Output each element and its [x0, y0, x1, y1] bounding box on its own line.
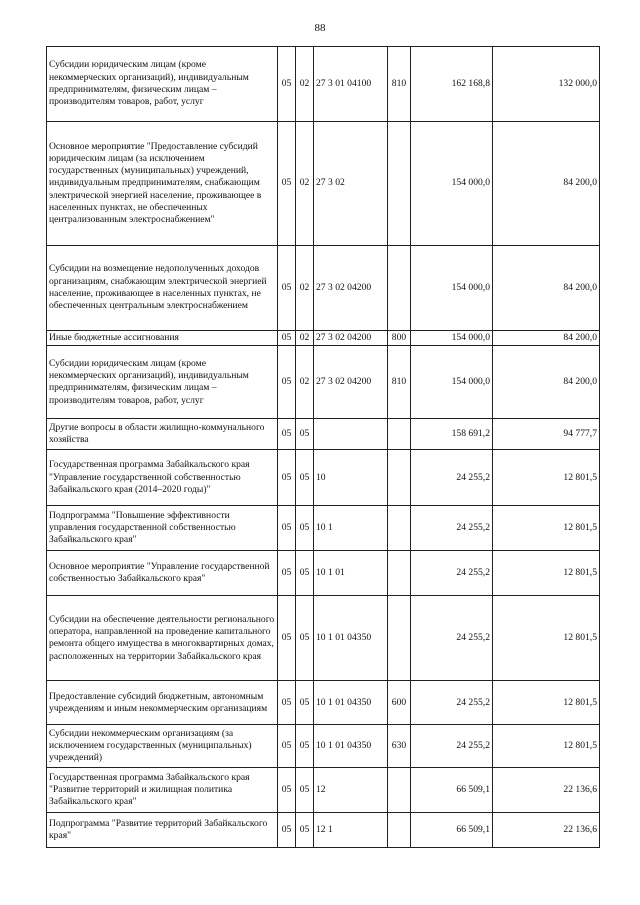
- row-name: Подпрограмма "Повышение эффективности управления государственной собственностью Забайкальского края": [47, 506, 278, 551]
- row-expense-type: [388, 122, 411, 246]
- row-expense-type: 800: [388, 331, 411, 346]
- row-subsection: 05: [296, 725, 314, 768]
- row-target-article: 10 1: [314, 506, 388, 551]
- row-subsection: 02: [296, 47, 314, 122]
- row-sum-year2: 12 801,5: [493, 551, 600, 596]
- row-section: 05: [278, 725, 296, 768]
- row-sum-year2: 84 200,0: [493, 122, 600, 246]
- row-name: Основное мероприятие "Предоставление субсидий юридическим лицам (за исключением государственных (муниципальных) учреждений, индивидуальным предпринимателям, снабжающим электрической энергией население, проживающее в населенных пунктах, не обеспеченных централизованным электроснабжением": [47, 122, 278, 246]
- row-sum-year1: 24 255,2: [411, 596, 493, 681]
- row-expense-type: [388, 596, 411, 681]
- row-name: Субсидии юридическим лицам (кроме некоммерческих организаций), индивидуальным предпринимателям, физическим лицам – производителям товаров, работ, услуг: [47, 346, 278, 419]
- row-name: Предоставление субсидий бюджетным, автономным учреждениям и иным некоммерческим организациям: [47, 681, 278, 725]
- row-section: 05: [278, 596, 296, 681]
- row-sum-year2: 84 200,0: [493, 331, 600, 346]
- row-expense-type: 810: [388, 47, 411, 122]
- row-subsection: 05: [296, 813, 314, 848]
- table-row: [47, 725, 600, 768]
- row-sum-year2: 12 801,5: [493, 725, 600, 768]
- row-sum-year2: 12 801,5: [493, 450, 600, 506]
- table-row: [47, 122, 600, 246]
- row-target-article: 10: [314, 450, 388, 506]
- row-expense-type: [388, 419, 411, 450]
- row-sum-year2: 12 801,5: [493, 506, 600, 551]
- row-sum-year2: 12 801,5: [493, 681, 600, 725]
- row-sum-year1: 24 255,2: [411, 551, 493, 596]
- row-name: Субсидии юридическим лицам (кроме некоммерческих организаций), индивидуальным предпринимателям, физическим лицам – производителям товаров, работ, услуг: [47, 47, 278, 122]
- table-row: [47, 551, 600, 596]
- row-sum-year2: 84 200,0: [493, 246, 600, 331]
- row-target-article: 10 1 01 04350: [314, 681, 388, 725]
- row-section: 05: [278, 768, 296, 813]
- table-row: [47, 768, 600, 813]
- row-sum-year1: 66 509,1: [411, 813, 493, 848]
- row-target-article: 27 3 02: [314, 122, 388, 246]
- row-expense-type: [388, 768, 411, 813]
- row-section: 05: [278, 551, 296, 596]
- row-name: Основное мероприятие "Управление государственной собственностью Забайкальского края": [47, 551, 278, 596]
- row-section: 05: [278, 47, 296, 122]
- row-expense-type: 630: [388, 725, 411, 768]
- table-row: [47, 346, 600, 419]
- row-expense-type: [388, 813, 411, 848]
- row-sum-year1: 154 000,0: [411, 331, 493, 346]
- row-name: Субсидии на возмещение недополученных доходов организациям, снабжающим электрической энергией население, проживающее в населенных пунктах, не обеспеченных центральным электроснабжением: [47, 246, 278, 331]
- row-expense-type: 600: [388, 681, 411, 725]
- table-row: [47, 506, 600, 551]
- row-sum-year1: 24 255,2: [411, 725, 493, 768]
- page-number: 88: [314, 22, 326, 34]
- table-row: [47, 246, 600, 331]
- row-sum-year1: 154 000,0: [411, 346, 493, 419]
- row-subsection: 02: [296, 346, 314, 419]
- row-sum-year2: 22 136,6: [493, 813, 600, 848]
- row-subsection: 05: [296, 551, 314, 596]
- row-target-article: 10 1 01 04350: [314, 725, 388, 768]
- row-section: 05: [278, 419, 296, 450]
- row-sum-year1: 154 000,0: [411, 122, 493, 246]
- table-row: [47, 450, 600, 506]
- row-sum-year2: 12 801,5: [493, 596, 600, 681]
- row-target-article: 12 1: [314, 813, 388, 848]
- row-sum-year1: 24 255,2: [411, 450, 493, 506]
- row-subsection: 02: [296, 331, 314, 346]
- row-name: Государственная программа Забайкальского края "Развитие территорий и жилищная политика Забайкальского края": [47, 768, 278, 813]
- row-section: 05: [278, 681, 296, 725]
- table-row: [47, 47, 600, 122]
- row-sum-year1: 24 255,2: [411, 506, 493, 551]
- row-sum-year1: 154 000,0: [411, 246, 493, 331]
- table-row: [47, 331, 600, 346]
- table-row: [47, 813, 600, 848]
- row-subsection: 02: [296, 122, 314, 246]
- row-sum-year2: 94 777,7: [493, 419, 600, 450]
- row-name: Другие вопросы в области жилищно-коммунального хозяйства: [47, 419, 278, 450]
- row-section: 05: [278, 506, 296, 551]
- row-target-article: 27 3 02 04200: [314, 331, 388, 346]
- budget-table: [46, 46, 600, 848]
- row-sum-year1: 24 255,2: [411, 681, 493, 725]
- row-section: 05: [278, 346, 296, 419]
- row-subsection: 05: [296, 681, 314, 725]
- row-expense-type: [388, 551, 411, 596]
- table-row: [47, 419, 600, 450]
- row-sum-year1: 162 168,8: [411, 47, 493, 122]
- row-expense-type: 810: [388, 346, 411, 419]
- row-target-article: [314, 419, 388, 450]
- row-subsection: 05: [296, 506, 314, 551]
- row-target-article: 27 3 02 04200: [314, 246, 388, 331]
- row-expense-type: [388, 450, 411, 506]
- row-section: 05: [278, 246, 296, 331]
- row-sum-year2: 132 000,0: [493, 47, 600, 122]
- row-name: Субсидии на обеспечение деятельности регионального оператора, направленной на проведение капитального ремонта общего имущества в многоквартирных домах, расположенных на территории Забайкальского края: [47, 596, 278, 681]
- row-target-article: 10 1 01 04350: [314, 596, 388, 681]
- row-sum-year1: 158 691,2: [411, 419, 493, 450]
- row-name: Подпрограмма "Развитие территорий Забайкальского края": [47, 813, 278, 848]
- row-section: 05: [278, 331, 296, 346]
- row-section: 05: [278, 450, 296, 506]
- row-sum-year1: 66 509,1: [411, 768, 493, 813]
- row-sum-year2: 84 200,0: [493, 346, 600, 419]
- row-subsection: 02: [296, 246, 314, 331]
- row-subsection: 05: [296, 419, 314, 450]
- row-expense-type: [388, 506, 411, 551]
- row-subsection: 05: [296, 768, 314, 813]
- table-row: [47, 596, 600, 681]
- table-row: [47, 681, 600, 725]
- row-subsection: 05: [296, 450, 314, 506]
- row-section: 05: [278, 813, 296, 848]
- row-name: Иные бюджетные ассигнования: [47, 331, 278, 346]
- row-target-article: 27 3 02 04200: [314, 346, 388, 419]
- row-expense-type: [388, 246, 411, 331]
- row-subsection: 05: [296, 596, 314, 681]
- row-target-article: 10 1 01: [314, 551, 388, 596]
- row-sum-year2: 22 136,6: [493, 768, 600, 813]
- row-section: 05: [278, 122, 296, 246]
- row-name: Субсидии некоммерческим организациям (за исключением государственных (муниципальных) учреждений): [47, 725, 278, 768]
- row-target-article: 12: [314, 768, 388, 813]
- budget-table-body: [47, 47, 600, 848]
- row-target-article: 27 3 01 04100: [314, 47, 388, 122]
- row-name: Государственная программа Забайкальского края "Управление государственной собственностью Забайкальского края (2014–2020 годы)": [47, 450, 278, 506]
